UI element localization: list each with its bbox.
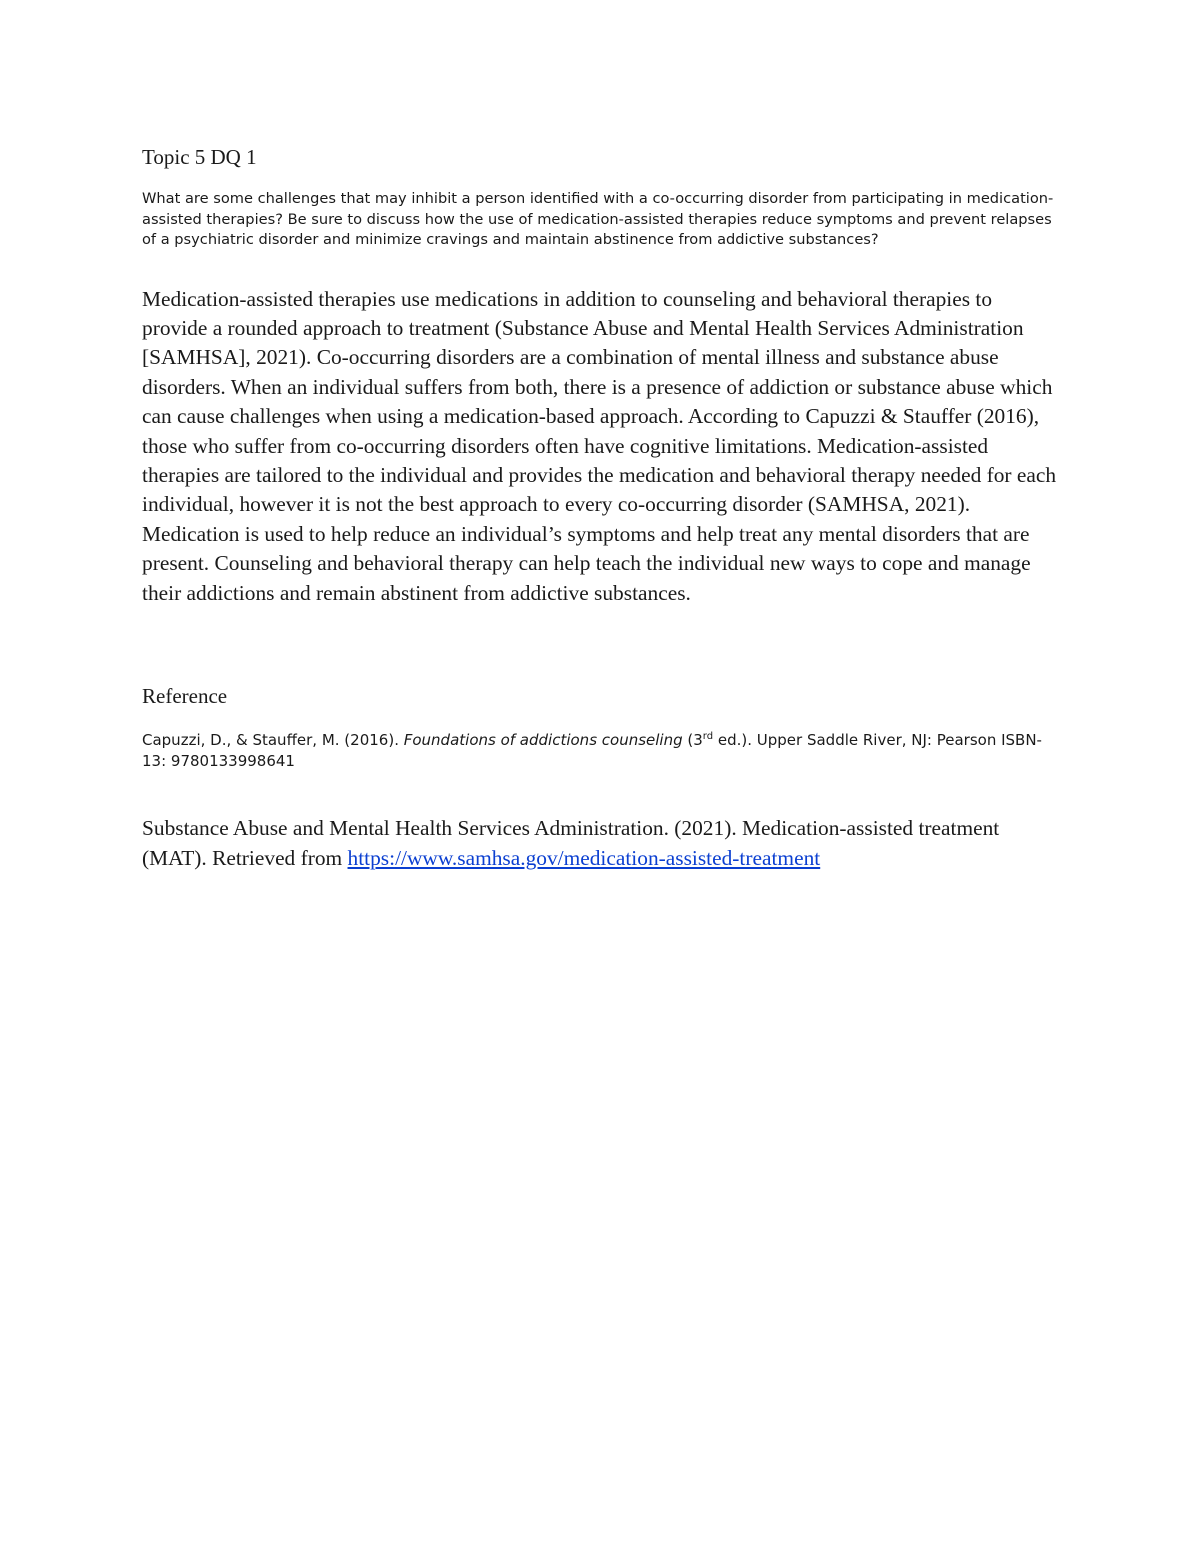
reference-samhsa (142, 813, 1062, 873)
reference-book-title: Foundations of addictions counseling (403, 730, 683, 749)
reference-capuzzi (142, 730, 1062, 773)
reference-heading: Reference (142, 683, 228, 708)
reference-edition-open: (3 (682, 730, 703, 749)
reference-publisher: ed.). Upper Saddle River, NJ: Pearson ISBN-13: 9780133998641 (142, 730, 1042, 771)
document-content (142, 143, 1062, 873)
discussion-question: What are some challenges that may inhibit a person identified with a co-occurring disorder from participating in medication-assisted therapies? Be sure to discuss how the use of medication-assisted therapies reduce symptoms and prevent relapses of a psychiatric disorder and minimize cravings and maintain abstinence from addictive substances? (142, 190, 1054, 248)
reference-samhsa-text: Substance Abuse and Mental Health Services Administration. (2021). Medication-assisted treatment (MAT). Retrieved from (142, 815, 1000, 870)
document-title: Topic 5 DQ 1 (142, 145, 257, 169)
samhsa-link[interactable]: https://www.samhsa.gov/medication-assisted-treatment (347, 845, 821, 870)
reference-authors: Capuzzi, D., & Stauffer, M. (2016). (142, 730, 404, 749)
answer-paragraph: Medication-assisted therapies use medications in addition to counseling and behavioral therapies to provide a rounded approach to treatment (Substance Abuse and Mental Health Services Administration [SAMHSA], 2021). Co-occurring disorders are a combination of mental illness and substance abuse disorders. When an individual suffers from both, there is a presence of addiction or substance abuse which can cause challenges when using a medication-based approach. According to Capuzzi & Stauffer (2016), those who suffer from co-occurring disorders often have cognitive limitations. Medication-assisted therapies are tailored to the individual and provides the medication and behavioral therapy needed for each individual, however it is not the best approach to every co-occurring disorder (SAMHSA, 2021). Medication is used to help reduce an individual’s symptoms and help treat any mental disorders that are present. Counseling and behavioral therapy can help teach the individual new ways to cope and manage their addictions and remain abstinent from addictive substances. (142, 286, 1057, 605)
reference-edition-superscript: rd (702, 730, 714, 742)
